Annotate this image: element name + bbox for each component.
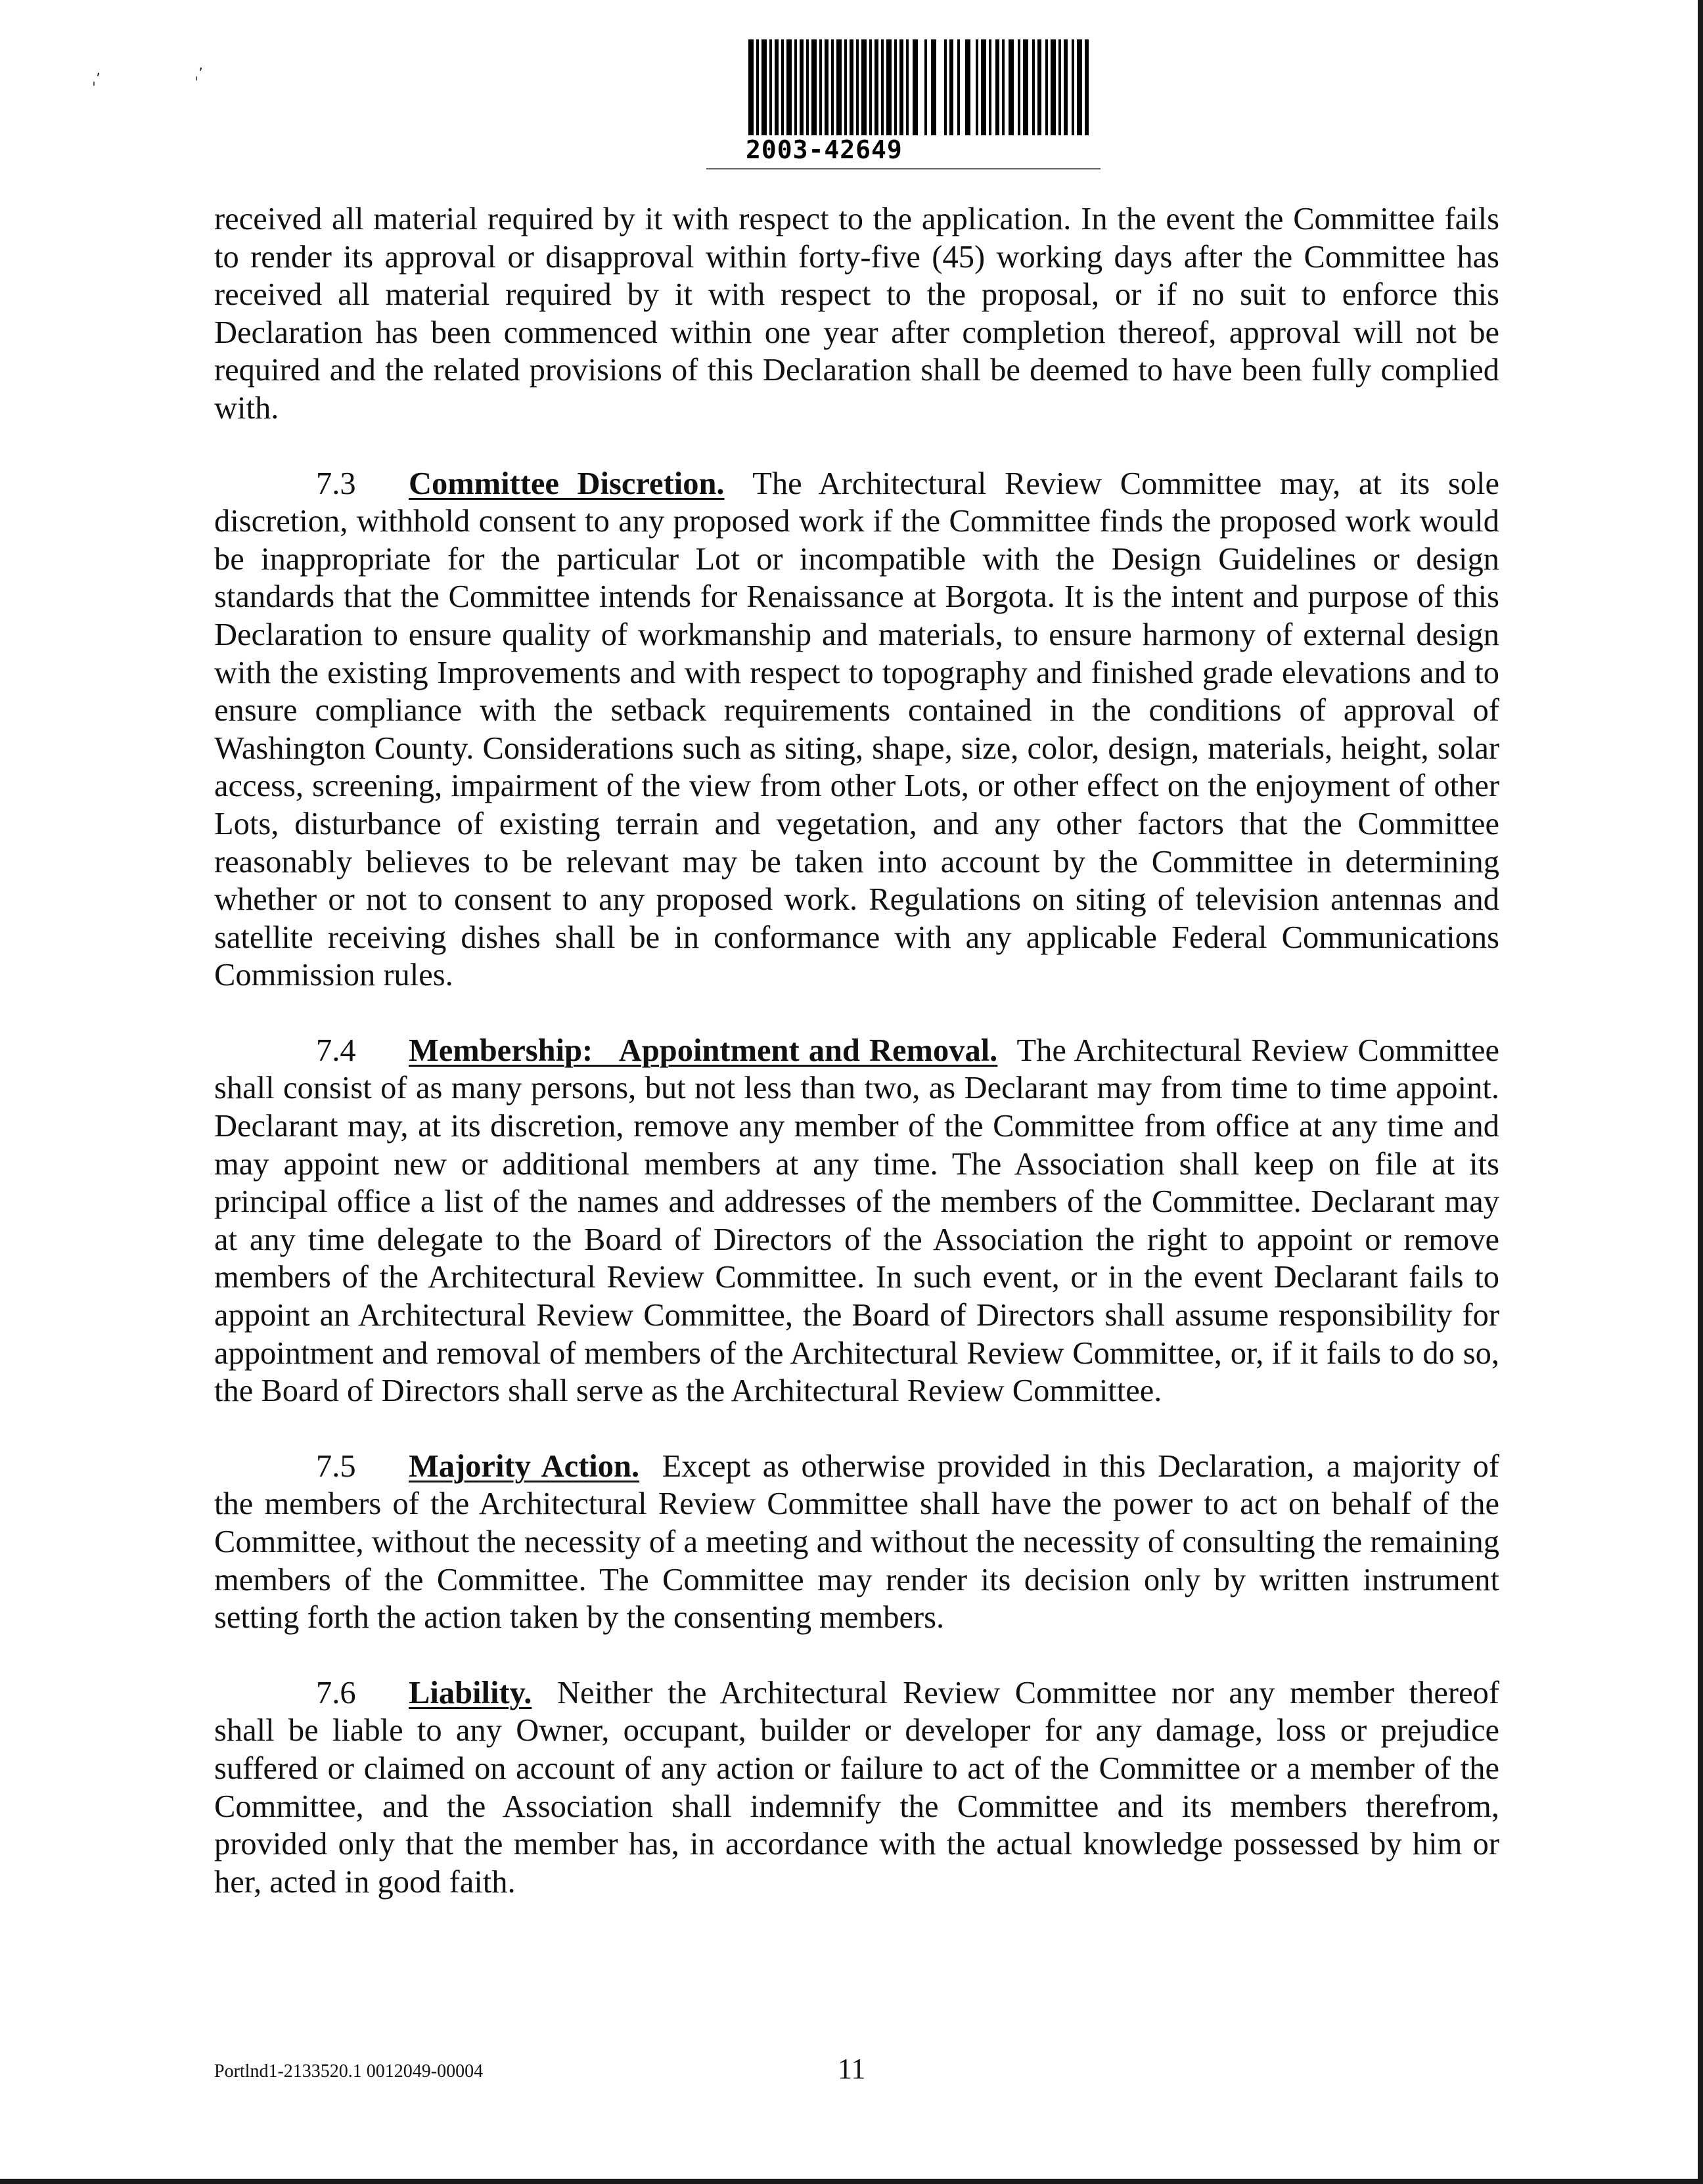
section-7-3 (214, 465, 1499, 994)
barcode-number: 2003-42649 (746, 135, 903, 164)
section-number: 7.5 (316, 1448, 356, 1484)
barcode-underline (706, 168, 1101, 169)
page-frame-bottom (0, 2179, 1703, 2184)
section-heading: Membership: Appointment and Removal. (409, 1033, 998, 1068)
barcode-block (706, 39, 1127, 177)
document-body (214, 200, 1499, 1938)
section-heading: Liability. (409, 1675, 532, 1710)
footer-document-id: Portlnd1-2133520.1 0012049-00004 (214, 2061, 484, 2082)
scan-mark-left: ˌʼ (92, 71, 101, 87)
section-number: 7.3 (316, 466, 356, 501)
page-frame-right (1698, 0, 1703, 2184)
section-body: The Architectural Review Committee shall consist of as many persons, but not less than two, as Declarant may from time to time appoint. Declarant may, at its discretion, remove any member of the Committee from office at any time and may appoint new or additional members at any time. The Association shall keep on file at its principal office a list of the names and addresses of the members of the Committee. Declarant may at any time delegate to the Board of Directors of the Association the right to appoint or remove members of the Architectural Review Committee. In such event, or in the event Declarant fails to appoint an Architectural Review Committee, the Board of Directors shall assume responsibility for appointment and removal of members of the Architectural Review Committee, or, if it fails to do so, the Board of Directors shall serve as the Architectural Review Committee. (214, 1033, 1500, 1409)
scan-mark-right: ˌʼ (194, 66, 204, 82)
section-7-5 (214, 1448, 1499, 1637)
section-body: The Architectural Review Committee may, at its sole discretion, withhold consent to any proposed work if the Committee finds the proposed work would be inappropriate for the particular Lot or incompatible with the Design Guidelines or design standards that the Committee intends for Renaissance at Borgota. It is the intent and purpose of this Declaration to ensure quality of workmanship and materials, to ensure harmony of external design with the existing Improvements and with respect to topography and finished grade elevations and to ensure compliance with the setback requirements contained in the conditions of approval of Washington County. Considerations such as siting, shape, size, color, design, materials, height, solar access, screening, impairment of the view from other Lots, or other effect on the enjoyment of other Lots, disturbance of existing terrain and vegetation, and any other factors that the Committee reasonably believes to be relevant may be taken into account by the Committee in determining whether or not to consent to any proposed work. Regulations on siting of television antennas and satellite receiving dishes shall be in conformance with any applicable Federal Communications Commission rules. (214, 466, 1500, 993)
section-7-4 (214, 1032, 1499, 1410)
section-heading: Committee Discretion. (409, 466, 725, 501)
barcode-image (748, 39, 1090, 135)
section-heading: Majority Action. (409, 1448, 640, 1484)
section-number: 7.6 (316, 1675, 356, 1710)
section-body: Except as otherwise provided in this Declaration, a majority of the members of the Architectural Review Committee shall have the power to act on behalf of the Committee, without the necessity of a meeting and without the necessity of consulting the remaining members of the Committee. The Committee may render its decision only by written instrument setting forth the action taken by the consenting members. (214, 1448, 1500, 1636)
section-number: 7.4 (316, 1033, 356, 1068)
footer-page-number: 11 (838, 2053, 866, 2085)
section-body: Neither the Architectural Review Committee nor any member thereof shall be liable to any Owner, occupant, builder or developer for any damage, loss or prejudice suffered or claimed on account of any action or failure to act of the Committee or a member of the Committee, and the Association shall indemnify the Committee and its members therefrom, provided only that the member has, in accordance with the actual knowledge possessed by him or her, acted in good faith. (214, 1675, 1500, 1900)
section-7-6 (214, 1674, 1499, 1902)
continued-paragraph: received all material required by it with respect to the application. In the event the Committee fails to render its approval or disapproval within forty-five (45) working days after the Committee has received all material required by it with respect to the proposal, or if no suit to enforce this Declaration has been commenced within one year after completion thereof, approval will not be required and the related provisions of this Declaration shall be deemed to have been fully complied with. (214, 202, 1499, 426)
